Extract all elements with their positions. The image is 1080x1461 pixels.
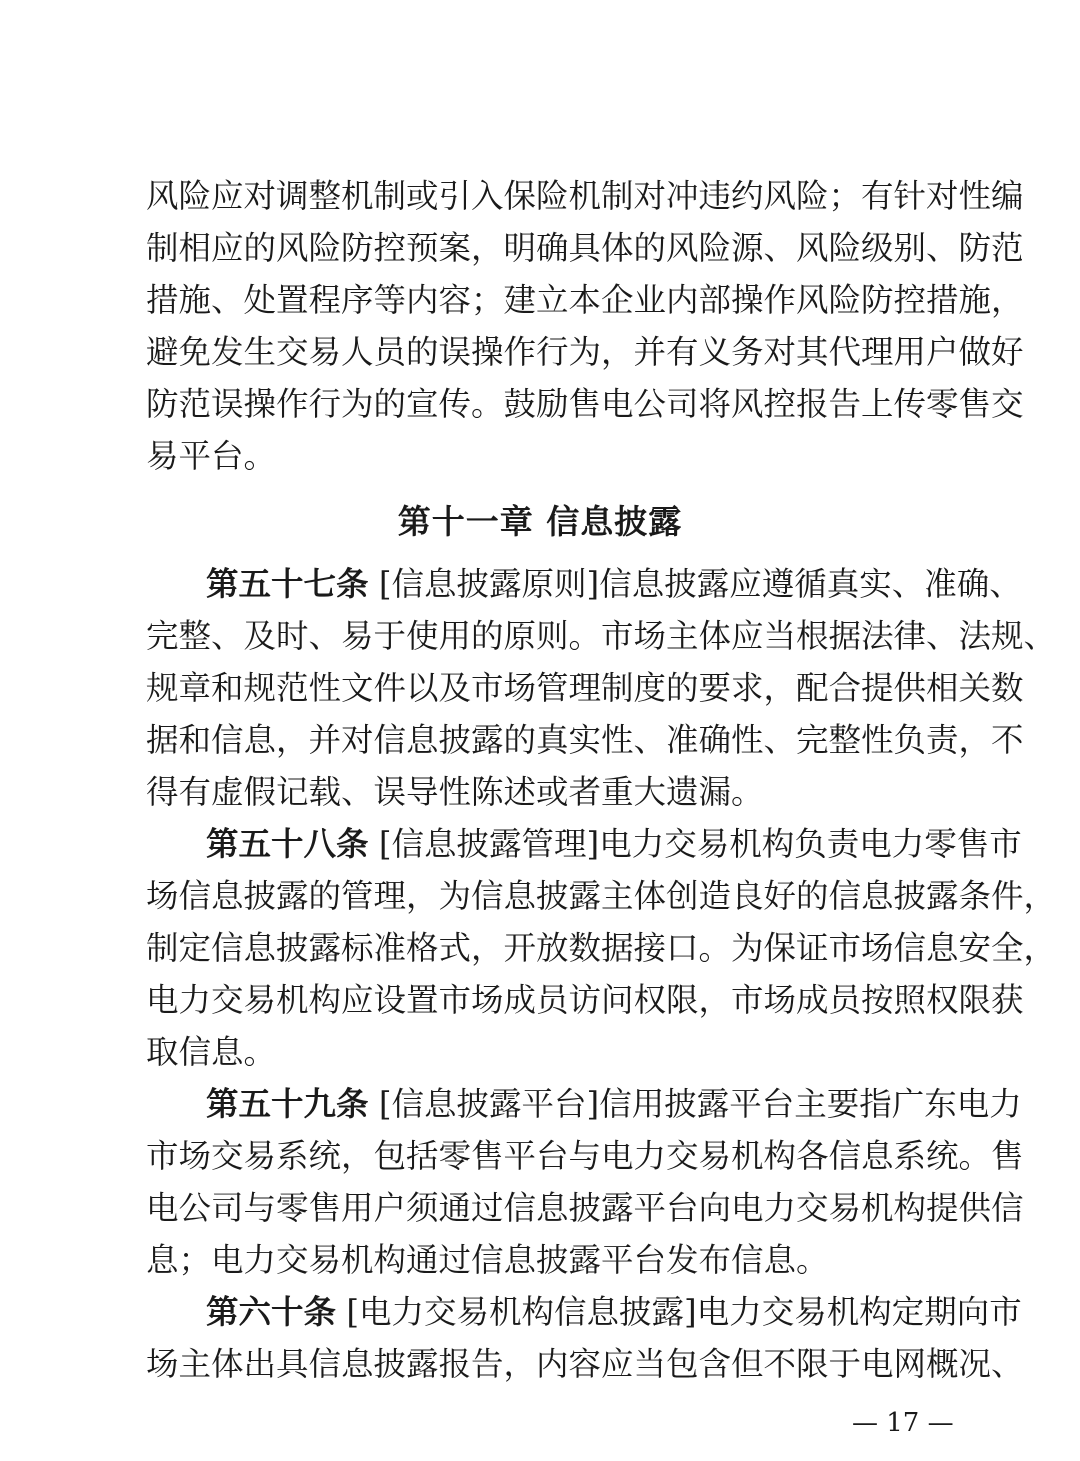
article-text: [信息披露原则]信息披露应遵循真实、准确、 — [368, 565, 1022, 603]
paragraph-line: 防范误操作行为的宣传。鼓励售电公司将风控报告上传零售交 — [146, 385, 1024, 423]
paragraph-line: 场主体出具信息披露报告，内容应当包含但不限于电网概况、 — [146, 1345, 1024, 1383]
paragraph-line: 场信息披露的管理，为信息披露主体创造良好的信息披露条件， — [146, 877, 1057, 915]
paragraph-line: 避免发生交易人员的误操作行为，并有义务对其代理用户做好 — [146, 333, 1024, 371]
article-label: 第五十八条 — [206, 825, 369, 863]
paragraph-line: 措施、处置程序等内容；建立本企业内部操作风险防控措施， — [146, 281, 1024, 319]
paragraph-line: 制定信息披露标准格式，开放数据接口。为保证市场信息安全， — [146, 929, 1057, 967]
article-text: [信息披露管理]电力交易机构负责电力零售市 — [368, 825, 1022, 863]
paragraph-line: 得有虚假记载、误导性陈述或者重大遗漏。 — [146, 773, 764, 811]
paragraph-line: 规章和规范性文件以及市场管理制度的要求，配合提供相关数 — [146, 669, 1024, 707]
article-text: [电力交易机构信息披露]电力交易机构定期向市 — [336, 1293, 1022, 1331]
paragraph-line: 风险应对调整机制或引入保险机制对冲违约风险；有针对性编 — [146, 177, 1024, 215]
paragraph-line: 息；电力交易机构通过信息披露平台发布信息。 — [146, 1241, 829, 1279]
article-first-line — [206, 1078, 1022, 1130]
paragraph-line: 取信息。 — [146, 1033, 277, 1071]
paragraph-line: 完整、及时、易于使用的原则。市场主体应当根据法律、法规、 — [146, 617, 1057, 655]
paragraph-line: 据和信息，并对信息披露的真实性、准确性、完整性负责，不 — [146, 721, 1024, 759]
paragraph-line: 市场交易系统，包括零售平台与电力交易机构各信息系统。售 — [146, 1137, 1024, 1175]
article-first-line — [206, 818, 1022, 870]
paragraph-line: 制相应的风险防控预案，明确具体的风险源、风险级别、防范 — [146, 229, 1024, 267]
article-label: 第六十条 — [206, 1293, 337, 1331]
article-first-line — [206, 558, 1022, 610]
article-label: 第五十七条 — [206, 565, 369, 603]
article-label: 第五十九条 — [206, 1085, 369, 1123]
article-first-line — [206, 1286, 1022, 1338]
page-number: — 17 — — [852, 1408, 954, 1438]
paragraph-line: 电公司与零售用户须通过信息披露平台向电力交易机构提供信 — [146, 1189, 1024, 1227]
chapter-heading: 第十一章 信息披露 — [397, 502, 683, 541]
paragraph-line: 电力交易机构应设置市场成员访问权限，市场成员按照权限获 — [146, 981, 1024, 1019]
article-text: [信息披露平台]信用披露平台主要指广东电力 — [368, 1085, 1022, 1123]
paragraph-line: 易平台。 — [146, 437, 277, 475]
